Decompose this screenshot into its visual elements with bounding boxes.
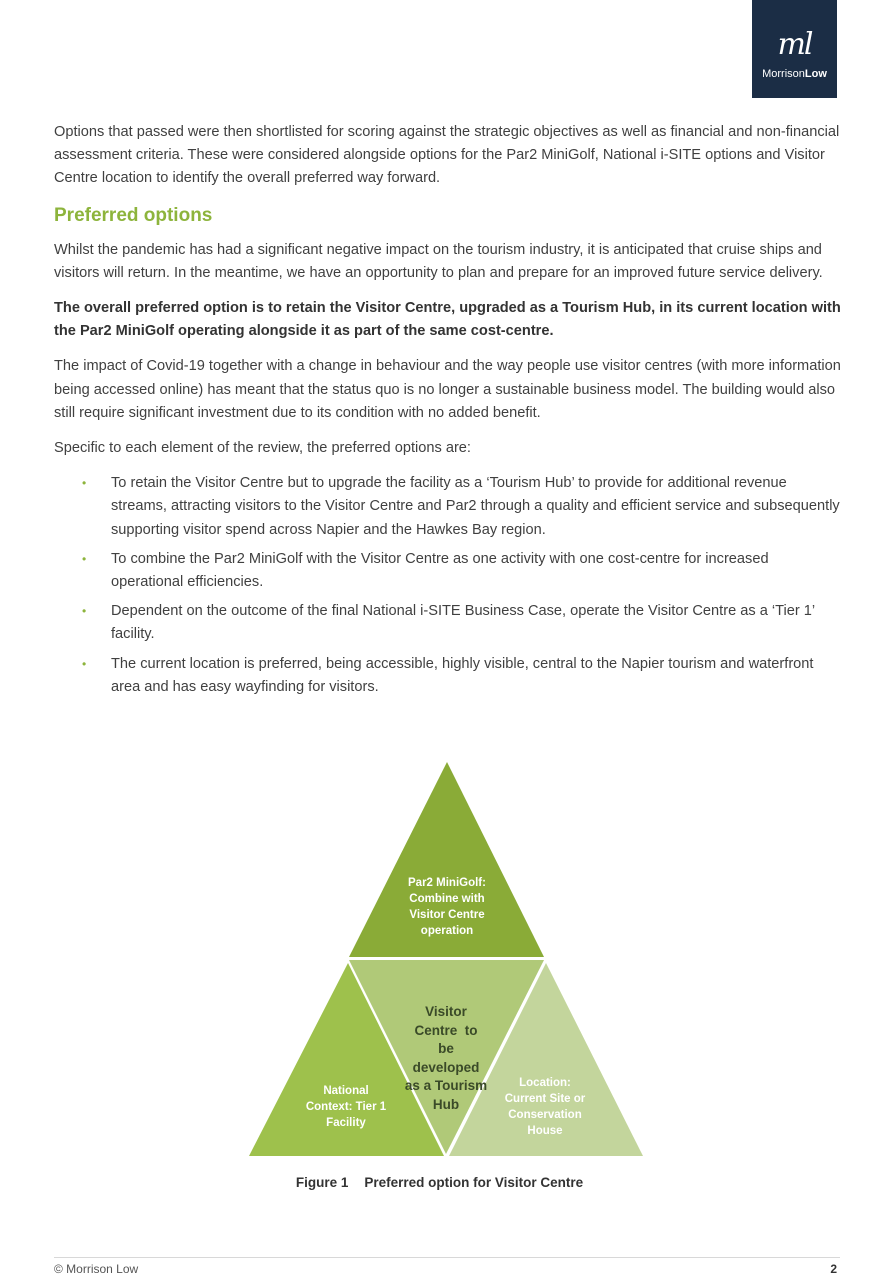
preferred-options-list (54, 472, 844, 699)
bullet-icon: • (82, 656, 87, 671)
footer-divider (54, 1257, 840, 1258)
pandemic-paragraph: Whilst the pandemic has had a significant negative impact on the tourism industry, it is anticipated that cruise ships and visitors will return. In the meantime, we have an opportunity to plan and prepare for an improved future service delivery. (54, 241, 823, 281)
list-item: • To combine the Par2 MiniGolf with the Visitor Centre as one activity with one cost-centre for increased operational efficiencies. (54, 548, 844, 594)
logo-wordmark: MorrisonLow (762, 68, 827, 80)
specific-options-intro: Specific to each element of the review, the preferred options are: (54, 440, 471, 457)
bullet-icon: • (82, 604, 87, 619)
list-item: • The current location is preferred, being accessible, highly visible, central to the Napier tourism and waterfront area and has easy wayfinding for visitors. (54, 653, 844, 699)
footer-copyright: © Morrison Low (54, 1262, 139, 1276)
page-number: 2 (830, 1262, 837, 1276)
preferred-option-diagram (240, 758, 650, 1163)
preferred-option-statement: The overall preferred option is to retain the Visitor Centre, upgraded as a Tourism Hub, in its current location with the Par2 MiniGolf operating alongside it as part of the same cost-centre. (54, 300, 841, 340)
logo-mark: ml (777, 27, 812, 62)
figure-number: Figure 1 (295, 1175, 349, 1190)
list-item: • To retain the Visitor Centre but to upgrade the facility as a ‘Tourism Hub’ to provide for additional revenue streams, attracting visitors to the Visitor Centre and Par2 through a quality and efficient service and subsequently supporting visitor spend across Napier and the Hawkes Bay region. (54, 472, 844, 542)
covid-impact-paragraph: The impact of Covid-19 together with a change in behaviour and the way people use visitor centres (with more information being accessed online) has meant that the status quo is no longer a sustainable business model. The building would also still require significant investment due to its condition with no added benefit. (54, 358, 841, 421)
top-triangle-label: Par2 MiniGolf: Combine with Visitor Centre operation (408, 877, 486, 937)
intro-paragraph: Options that passed were then shortlisted for scoring against the strategic objectives as well as financial and non-financial assessment criteria. These were considered alongside options for the Par2 MiniGolf, National i-SITE options and Visitor Centre location to identify the overall preferred way forward. (54, 124, 840, 187)
morrison-low-logo (752, 0, 837, 98)
bullet-icon: • (82, 551, 87, 566)
list-item: • Dependent on the outcome of the final National i-SITE Business Case, operate the Visitor Centre as a ‘Tier 1’ facility. (54, 600, 844, 646)
figure-caption-text: Preferred option for Visitor Centre (364, 1175, 584, 1190)
right-triangle-label: Location: Current Site or Conservation House (504, 1077, 586, 1137)
main-content (54, 121, 844, 705)
section-heading: Preferred options (54, 204, 213, 226)
center-triangle-label: Visitor Centre to be developed as a Tourism Hub (404, 1004, 488, 1112)
figure-caption (0, 1175, 879, 1190)
left-triangle-label: National Context: Tier 1 Facility (305, 1085, 387, 1129)
bullet-icon: • (82, 476, 87, 491)
